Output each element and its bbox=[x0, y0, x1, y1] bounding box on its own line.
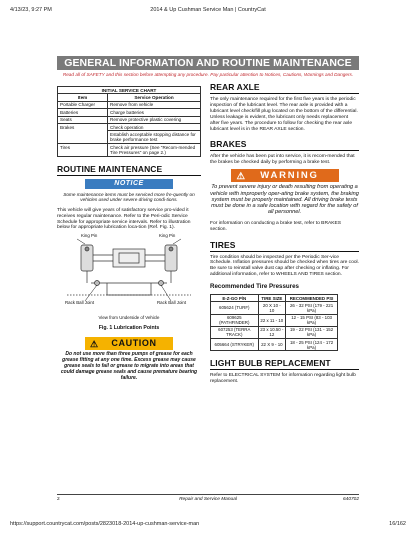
brakes-heading: BRAKES bbox=[210, 139, 359, 151]
doc-code: 640702 bbox=[342, 497, 359, 502]
col-item: Item bbox=[58, 94, 108, 101]
tires-body: Tire condition should be inspected per the Periodic Ser-vice Schedule. Inflation pressures should be checked when tires are cool. Be sure to reinstall valve dust cap after checking or inflating. For additional information, refer to WHEELS AND TIRES section. bbox=[210, 254, 359, 278]
tire-table-title: Recommended Tire Pressures bbox=[210, 283, 299, 291]
brakes-info: For information on conducting a brake test, refer to BRAKES section. bbox=[210, 220, 342, 232]
figure-caption: Fig. 1 Lubrication Points bbox=[98, 325, 160, 332]
rear-axle-body: The only maintenance required for the first five years is the periodic inspection of the lubricant level. The rear axle is provided with a lubricant level check/fill plug located on the bottom of the differential. Unless leakage is evident, the lubricant only needs replacement after five years. The procedure to follow for checking the rear axle lubricant level is in the REAR AXLE section. bbox=[210, 97, 358, 132]
safety-intro: Read all of SAFETY and this section before attempting any procedure. Pay particular attention to Notices, Cautions, Warnings and Dangers. bbox=[62, 72, 354, 77]
left-column bbox=[57, 82, 201, 382]
browser-print-footer bbox=[10, 521, 406, 531]
table-row: 609625 (PATHFINDER) 22 x 11 - 10 12 - 15 PSI (83 - 103 kPa) bbox=[211, 314, 338, 326]
warning-badge bbox=[231, 169, 339, 182]
footer-rule bbox=[57, 494, 359, 495]
caution-icon: ⚠ bbox=[90, 339, 99, 350]
warning-text: To prevent severe injury or death resulting from operating a vehicle with improperly oper-ating brake system, the braking system must be properly maintained. All driving brake tests must be done in a safe location with regard for the safety of all personnel. bbox=[210, 184, 359, 216]
initial-service-chart bbox=[57, 86, 201, 157]
warning-icon: ⚠ bbox=[236, 171, 246, 183]
tires-heading: TIRES bbox=[210, 240, 359, 252]
brakes-body: After the vehicle has been put into service, it is recom-mended that the brakes be checked daily by performing a brake test. bbox=[210, 154, 355, 166]
label-rack-left: Rack Ball Joint bbox=[65, 300, 95, 306]
page-number: 2 bbox=[57, 497, 60, 502]
label-rack-right: Rack Ball Joint bbox=[157, 300, 187, 306]
warning-label: WARNING bbox=[260, 170, 319, 182]
print-url: https://support.countrycat.com/posts/2823018-2014-up-cushman-service-man bbox=[10, 521, 200, 527]
table-row: Establish acceptable stopping distance for brake performance test bbox=[58, 131, 201, 144]
print-datetime: 4/13/23, 9:27 PM bbox=[10, 7, 52, 13]
caution-label: CAUTION bbox=[111, 338, 157, 349]
table-row: 605664 (STRYKER) 22 X 9 - 10 18 - 25 PSI (124 - 172 kPa) bbox=[211, 338, 338, 350]
table-row: Tires Check air pressure (See "Recom-mended Tire Pressures" on page 2.) bbox=[58, 143, 201, 156]
notice-badge: NOTICE bbox=[85, 179, 173, 189]
caution-badge bbox=[85, 337, 173, 350]
caution-text: Do not use more than three pumps of grease for each grease fitting at any one time. Excess grease may cause grease seals to fail or grease to migrate into areas that could damage grease seals and cause premature bearing failure. bbox=[60, 351, 198, 381]
table-row: Seats Remove protective plastic covering bbox=[58, 116, 201, 123]
table-row: Brakes Check operation bbox=[58, 123, 201, 130]
right-column bbox=[210, 82, 359, 385]
table-row: Batteries Charge batteries bbox=[58, 109, 201, 116]
print-page-count: 16/162 bbox=[389, 521, 406, 527]
table-row: 607253 (TERRA TRACK) 23 x 10.50 - 12 19 - 22 PSI (131 - 152 kPa) bbox=[211, 326, 338, 338]
col-operation: Service Operation bbox=[108, 94, 201, 101]
table-row: Portable Charger Remove from vehicle bbox=[58, 101, 201, 108]
lubrication-figure bbox=[57, 235, 201, 323]
light-bulb-heading: LIGHT BULB REPLACEMENT bbox=[210, 358, 359, 370]
light-bulb-body: Refer to ELECTRICAL SYSTEM for information regarding light bulb replacement. bbox=[210, 373, 356, 385]
chassis-diagram bbox=[57, 235, 201, 323]
print-title: 2014 & Up Cushman Service Man | CountryCat bbox=[150, 7, 266, 13]
chart-title: INITIAL SERVICE CHART bbox=[58, 87, 201, 94]
routine-maintenance-heading: ROUTINE MAINTENANCE bbox=[57, 164, 201, 176]
tire-pressure-table: E-Z-GO P/N TIRE SIZE RECOMMENDED PSI 605624 (TURF) 20 X 10 - 10 26 - 32 PSI (179 - 221 kPa) 609625 (PATHFINDER) 22 x 11 - 10 12 - 15 PSI (83 - 103 kPa) 607253 (TERRA TRACK) 23 x 10.50 - 12 19 - 22 PSI (131 - 152 kPa) 605664 (STRYKER) 22 X 9 - 10 18 - 25 PSI (124 - 172 kPa) bbox=[210, 294, 338, 351]
notice-text: Some maintenance items must be serviced more fre-quently on vehicles used under severe driving condi-tions. bbox=[63, 191, 195, 203]
section-banner: GENERAL INFORMATION AND ROUTINE MAINTENANCE bbox=[57, 56, 359, 70]
label-view: View from Underside of Vehicle bbox=[98, 315, 160, 321]
manual-name: Repair and Service Manual bbox=[179, 497, 237, 502]
label-king-pin-right: King Pin bbox=[159, 233, 176, 239]
routine-body: This vehicle will give years of satisfactory service pro-vided it receives regular maintenance. Refer to the Peri-odic Service Schedule for appropriate service intervals. Refer to illustration below for appropriate lubrication loca-tion (Ref. Fig. 1). bbox=[57, 207, 191, 231]
rear-axle-heading: REAR AXLE bbox=[210, 82, 359, 94]
label-king-pin-left: King Pin bbox=[81, 233, 98, 239]
table-row: 605624 (TURF) 20 X 10 - 10 26 - 32 PSI (179 - 221 kPa) bbox=[211, 302, 338, 314]
browser-print-header bbox=[10, 7, 406, 17]
